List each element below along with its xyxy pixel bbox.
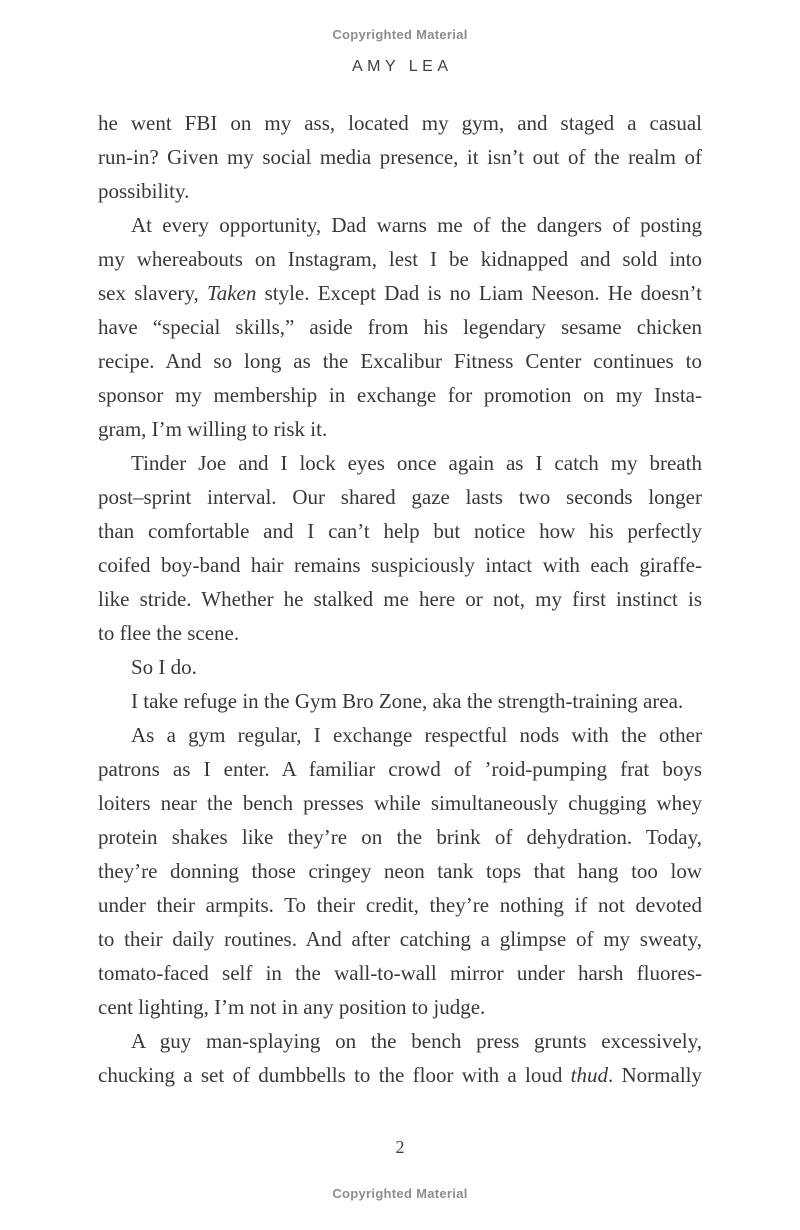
paragraph — [98, 1024, 702, 1092]
page-number: 2 — [395, 1137, 405, 1157]
text-line: gram, I’m willing to risk it. — [98, 417, 328, 441]
text-line: like stride. Whether he stalked me here or not, my first instinct is — [98, 587, 702, 611]
body-text — [98, 106, 702, 1092]
text-line: sex slavery, Taken style. Except Dad is no Liam Neeson. He doesn’t — [98, 281, 702, 305]
text-line: tomato-faced self in the wall-to-wall mirror under harsh fluores- — [98, 961, 702, 985]
text-line: sponsor my membership in exchange for promotion on my Insta- — [98, 383, 702, 407]
paragraph — [98, 684, 702, 718]
text-line: patrons as I enter. A familiar crowd of ’roid-pumping frat boys — [98, 757, 702, 781]
text-line: chucking a set of dumbbells to the floor with a loud thud. Normally — [98, 1063, 702, 1087]
text-line: loiters near the bench presses while simultaneously chugging whey — [98, 791, 702, 815]
text-line: under their armpits. To their credit, they’re nothing if not devoted — [98, 893, 702, 917]
text-line: So I do. — [131, 655, 197, 679]
text-line: my whereabouts on Instagram, lest I be kidnapped and sold into — [98, 247, 702, 271]
paragraph — [98, 446, 702, 650]
bottom-copyright-notice: Copyrighted Material — [332, 1186, 468, 1201]
text-line: I take refuge in the Gym Bro Zone, aka the strength-training area. — [131, 689, 684, 713]
paragraph — [98, 650, 702, 684]
text-line: cent lighting, I’m not in any position to judge. — [98, 995, 486, 1019]
paragraph — [98, 208, 702, 446]
text-line: At every opportunity, Dad warns me of the dangers of posting — [131, 213, 702, 237]
text-line: to flee the scene. — [98, 621, 240, 645]
author-running-head: AMY LEA — [351, 58, 453, 75]
text-line: A guy man-splaying on the bench press grunts excessively, — [131, 1029, 702, 1053]
paragraph — [98, 106, 702, 208]
text-line: run-in? Given my social media presence, it isn’t out of the realm of — [98, 145, 702, 169]
text-line: protein shakes like they’re on the brink of dehydration. Today, — [98, 825, 702, 849]
text-line: he went FBI on my ass, located my gym, and staged a casual — [98, 111, 702, 135]
paragraph — [98, 718, 702, 1024]
text-line: recipe. And so long as the Excalibur Fitness Center continues to — [98, 349, 702, 373]
text-line: As a gym regular, I exchange respectful nods with the other — [131, 723, 702, 747]
text-line: have “special skills,” aside from his legendary sesame chicken — [98, 315, 702, 339]
text-line: to their daily routines. And after catching a glimpse of my sweaty, — [98, 927, 702, 951]
text-line: post–sprint interval. Our shared gaze lasts two seconds longer — [98, 485, 702, 509]
text-line: Tinder Joe and I lock eyes once again as I catch my breath — [131, 451, 702, 475]
top-copyright-notice: Copyrighted Material — [332, 27, 468, 42]
text-line: possibility. — [98, 179, 190, 203]
text-line: they’re donning those cringey neon tank tops that hang too low — [98, 859, 702, 883]
text-line: than comfortable and I can’t help but notice how his perfectly — [98, 519, 702, 543]
text-line: coifed boy-band hair remains suspiciously intact with each giraffe- — [98, 553, 702, 577]
